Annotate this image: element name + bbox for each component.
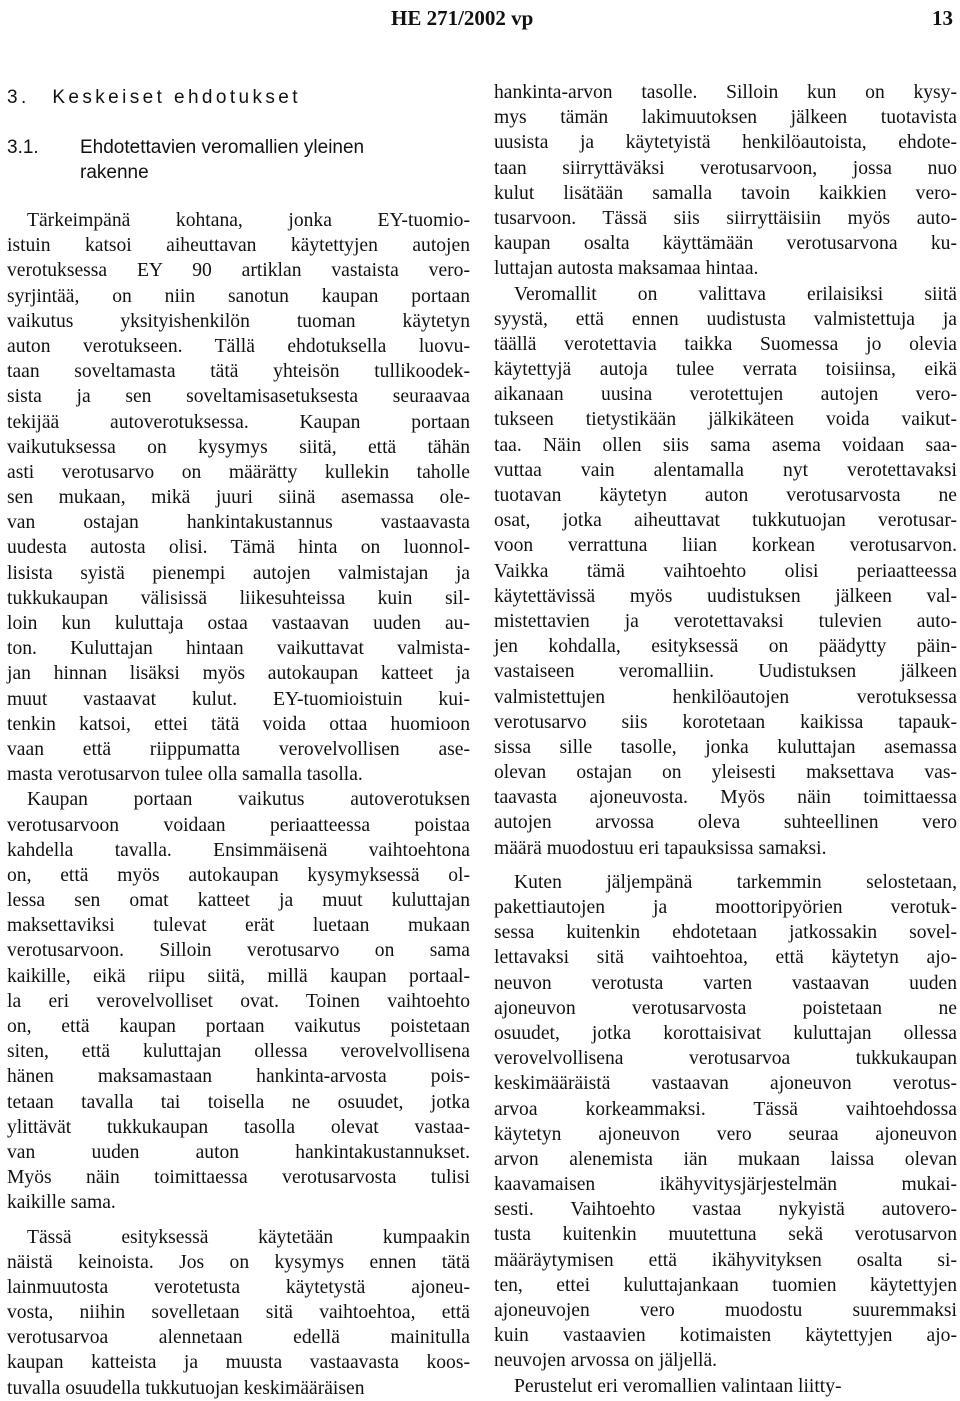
text-line: asti verotusarvo on määrätty kullekin taholle (7, 461, 470, 483)
text-line: hänen maksamastaan hankinta-arvosta pois- (7, 1066, 470, 1088)
text-line: tuvalla osuudella tukkutuojan keskimääräisen (7, 1377, 365, 1399)
text-line: pakettiautojen ja moottoripyörien verotuk- (494, 897, 957, 918)
text-line: valmistettujen henkilöautojen verotuksessa (494, 686, 957, 708)
text-line: loin kun kuluttaja ostaa vastaavan uuden au- (7, 613, 470, 634)
subsection-title-line2: rakenne (80, 162, 149, 183)
text-line: tenkin katsoi, ettei tätä voida ottaa huomioon (7, 713, 470, 735)
text-line: sen mukaan, mikä juuri siinä asemassa ole- (7, 487, 470, 509)
text-line: siten, että kuluttajan ollessa verovelvollisena (7, 1041, 470, 1063)
document-id: HE 271/2002 vp (391, 6, 534, 30)
text-line: verotusarvoa alennetaan edellä mainitulla (7, 1327, 470, 1349)
text-line: taa. Näin ollen siis sama asema voidaan saa- (494, 434, 957, 456)
text-line: Perustelut eri veromallien valintaan liitty- (514, 1375, 842, 1397)
text-line: verotusarvoon voidaan periaatteessa poistaa (7, 814, 470, 836)
text-line: Veromallit on valittava erilaisiksi siitä (514, 283, 957, 305)
text-line: kaupan osalta käyttämään verotusarvona ku- (494, 233, 957, 255)
text-line: vastaiseen veromalliin. Uudistuksen jälkeen (494, 661, 957, 683)
text-line: tusta kuitenkin muutettuna sekä verotusarvon (494, 1224, 957, 1246)
text-line: sissa sille tasolle, jonka kuluttajan asemassa (494, 736, 957, 758)
text-line: määräytymisen että ikähyvityksen osalta si- (494, 1249, 957, 1271)
text-line: lessa sen omat katteet ja muut kuluttajan (7, 890, 470, 912)
text-line: ton. Kuluttajan hintaan vaikuttavat valmista- (7, 638, 470, 660)
text-line: kaavamaisen ikähyvitysjärjestelmän mukai- (494, 1174, 957, 1196)
text-line: käytettävissä myös uudistuksen jälkeen val- (494, 585, 957, 607)
text-line: muut vastaavat kulut. EY-tuomioistuin kui- (7, 688, 470, 710)
text-line: taan soveltamasta tätä yhteisön tullikoodek- (7, 361, 470, 383)
text-line: tusarvoon. Tässä siis siirryttäisiin myös auto- (494, 207, 957, 229)
text-line: autojen arvossa oleva suhteellinen vero (494, 812, 957, 834)
text-line: verotusarvoon. Silloin verotusarvo on sama (7, 940, 470, 962)
right-column (494, 80, 957, 1399)
text-line: verovelvollisena verotusarvoa tukkukaupan (494, 1048, 957, 1070)
text-line: täällä verotettavia taikka Suomessa jo olevia (494, 333, 957, 355)
text-line: on, että myös autokaupan kysymyksessä ol- (7, 864, 470, 886)
text-line: mys tämän lakimuutoksen jälkeen tuotavista (494, 107, 957, 129)
text-line: ajoneuvojen vero muodostu suuremmaksi (494, 1300, 957, 1321)
running-header (0, 6, 960, 30)
text-line: vaan että riippumatta verovelvollisen ase- (7, 738, 470, 760)
text-line: tukkukaupan välisissä liikesuhteissa kuin sil- (7, 587, 470, 609)
section-heading (7, 85, 301, 110)
page-number: 13 (932, 6, 953, 30)
text-line: kahdella tavalla. Ensimmäisenä vaihtoehtona (7, 839, 470, 861)
text-line: sista ja sen soveltamisasetuksesta seuraavaa (7, 386, 470, 408)
text-line: syystä, että ennen uudistusta valmistettuja ja (494, 308, 957, 330)
text-line: Tässä esityksessä käytetään kumpaakin (27, 1226, 470, 1248)
text-line: neuvojen arvossa on jäljellä. (494, 1350, 718, 1372)
text-line: maksettaviksi tulevat erät luetaan mukaan (7, 915, 470, 937)
text-line: näistä keinoista. Jos on kysymys ennen tätä (7, 1251, 470, 1273)
text-line: osat, jotka aiheuttavat tukkutuojan verotusar- (494, 510, 957, 532)
text-line: keskimääräistä vastaavan ajoneuvon verotus- (494, 1073, 957, 1095)
text-line: käytetyn ajoneuvon vero seuraa ajoneuvon (494, 1123, 957, 1145)
text-line: jen kohdalla, esityksessä on päädytty päin- (494, 636, 957, 658)
text-line: Myös näin toimittaessa verotusarvosta tulisi (7, 1167, 470, 1189)
text-line: on, että kaupan portaan vaikutus poistetaan (7, 1016, 470, 1037)
text-line: verotuksessa EY 90 artiklan vastaista vero- (7, 260, 470, 282)
text-line: istuin katsoi aiheuttavan käytettyjen autojen (7, 235, 470, 257)
text-line: uudesta autosta olisi. Tämä hinta on luonnol- (7, 537, 470, 559)
text-line: vosta, niihin sovelletaan sitä vaihtoehtoa, että (7, 1302, 470, 1324)
subsection-title-line1: Ehdotettavien veromallien yleinen (80, 137, 365, 158)
subsection-number: 3.1. (7, 137, 39, 158)
text-line: verotusarvo siis korotetaan kaikissa tapauk- (494, 711, 957, 733)
text-line: hankinta-arvon tasolle. Silloin kun on kysy- (494, 82, 957, 103)
text-line: käytettyjä autoja tulee verrata toisiinsa, eikä (494, 359, 957, 381)
text-line: tekijää autoverotuksessa. Kaupan portaan (7, 411, 470, 433)
text-line: määrä muodostuu eri tapauksissa samaksi. (494, 837, 827, 859)
text-line: van ostajan hankintakustannus vastaavasta (7, 512, 470, 534)
text-line: Vaikka tämä vaihtoehto olisi periaatteessa (494, 560, 957, 582)
section-title: Keskeiset ehdotukset (52, 87, 301, 108)
text-line: osuudet, jotka korottaisivat kuluttajan ollessa (494, 1022, 957, 1044)
text-line: kuin vastaavien kotimaisten käytettyjen ajo- (494, 1325, 957, 1347)
text-line: kaikille sama. (7, 1192, 116, 1214)
text-line: vaikutuksessa on kysymys siitä, että tähän (7, 436, 470, 458)
text-line: kulut lisätään samalla tavoin kaikkien vero- (494, 182, 957, 204)
text-line: lainmuutosta verotetusta käytetystä ajoneu- (7, 1276, 470, 1298)
text-line: aikanaan uusina verotettujen autojen vero- (494, 384, 957, 406)
text-line: luttajan autosta maksamaa hintaa. (494, 258, 759, 280)
text-line: voon verrattuna liian korkean verotusarvon. (494, 535, 957, 557)
text-line: uusista ja käytetyistä henkilöautoista, ehdote- (494, 132, 957, 154)
text-line: mistettavien ja verotettavaksi tulevien auto- (494, 610, 957, 632)
text-line: Kuten jäljempänä tarkemmin selostetaan, (514, 871, 957, 893)
text-line: taan siirryttäväksi verotusarvoon, jossa nuo (494, 157, 957, 179)
text-line: kaupan katteista ja muusta vastaavasta koos- (7, 1352, 470, 1374)
text-line: kaikille, eikä riipu siitä, millä kaupan portaal- (7, 965, 470, 987)
section-number: 3. (7, 87, 30, 108)
text-line: taavasta ajoneuvosta. Myös näin toimittaessa (494, 787, 957, 809)
text-line: la eri verovelvolliset ovat. Toinen vaihtoehto (7, 990, 470, 1012)
text-line: sessa kuitenkin ehdotetaan jatkossakin sovel- (494, 922, 957, 944)
text-line: vuttaa vain alentamalla nyt verotettavaksi (494, 459, 957, 481)
text-line: ylittävät tukkukaupan tasolla olevat vastaa- (7, 1116, 470, 1138)
text-line: lisista syistä pienempi autojen valmistajan ja (7, 562, 470, 584)
text-line: Tärkeimpänä kohtana, jonka EY-tuomio- (27, 210, 470, 231)
text-line: tetaan tavalla tai toisella ne osuudet, jotka (7, 1091, 470, 1113)
text-line: auton verotukseen. Tällä ehdotuksella luovu- (7, 335, 470, 357)
text-line: ajoneuvon verotusarvosta poistetaan ne (494, 997, 957, 1019)
text-line: jan hinnan lisäksi myös autokaupan katteet ja (7, 663, 470, 685)
text-line: olevan ostajan on yleisesti maksettava vas- (494, 762, 957, 784)
text-line: van uuden auton hankintakustannukset. (7, 1141, 470, 1163)
text-line: arvon alenemista iän mukaan laissa olevan (494, 1148, 957, 1170)
text-line: sesti. Vaihtoehto vastaa nykyistä autovero- (494, 1199, 957, 1221)
text-line: arvoa korkeammaksi. Tässä vaihtoehdossa (494, 1098, 957, 1120)
text-line: syrjintää, on niin sanotun kaupan portaan (7, 285, 470, 307)
text-line: tuotavan käytetyn auton verotusarvosta ne (494, 485, 957, 506)
text-line: vaikutus yksityishenkilön tuoman käytetyn (7, 310, 470, 332)
text-line: lettavaksi sitä vaihtoehtoa, että käytetyn ajo- (494, 947, 957, 969)
text-line: neuvon verotusta varten vastaavan uuden (494, 972, 957, 994)
left-column-text (7, 208, 470, 1401)
text-line: ten, ettei kuluttajankaan tuomien käytettyjen (494, 1274, 957, 1296)
text-line: Kaupan portaan vaikutus autoverotuksen (27, 789, 470, 811)
text-line: masta verotusarvon tulee olla samalla tasolla. (7, 764, 363, 786)
text-line: tukseen tietystikään jälkikäteen voida vaikut- (494, 409, 957, 431)
